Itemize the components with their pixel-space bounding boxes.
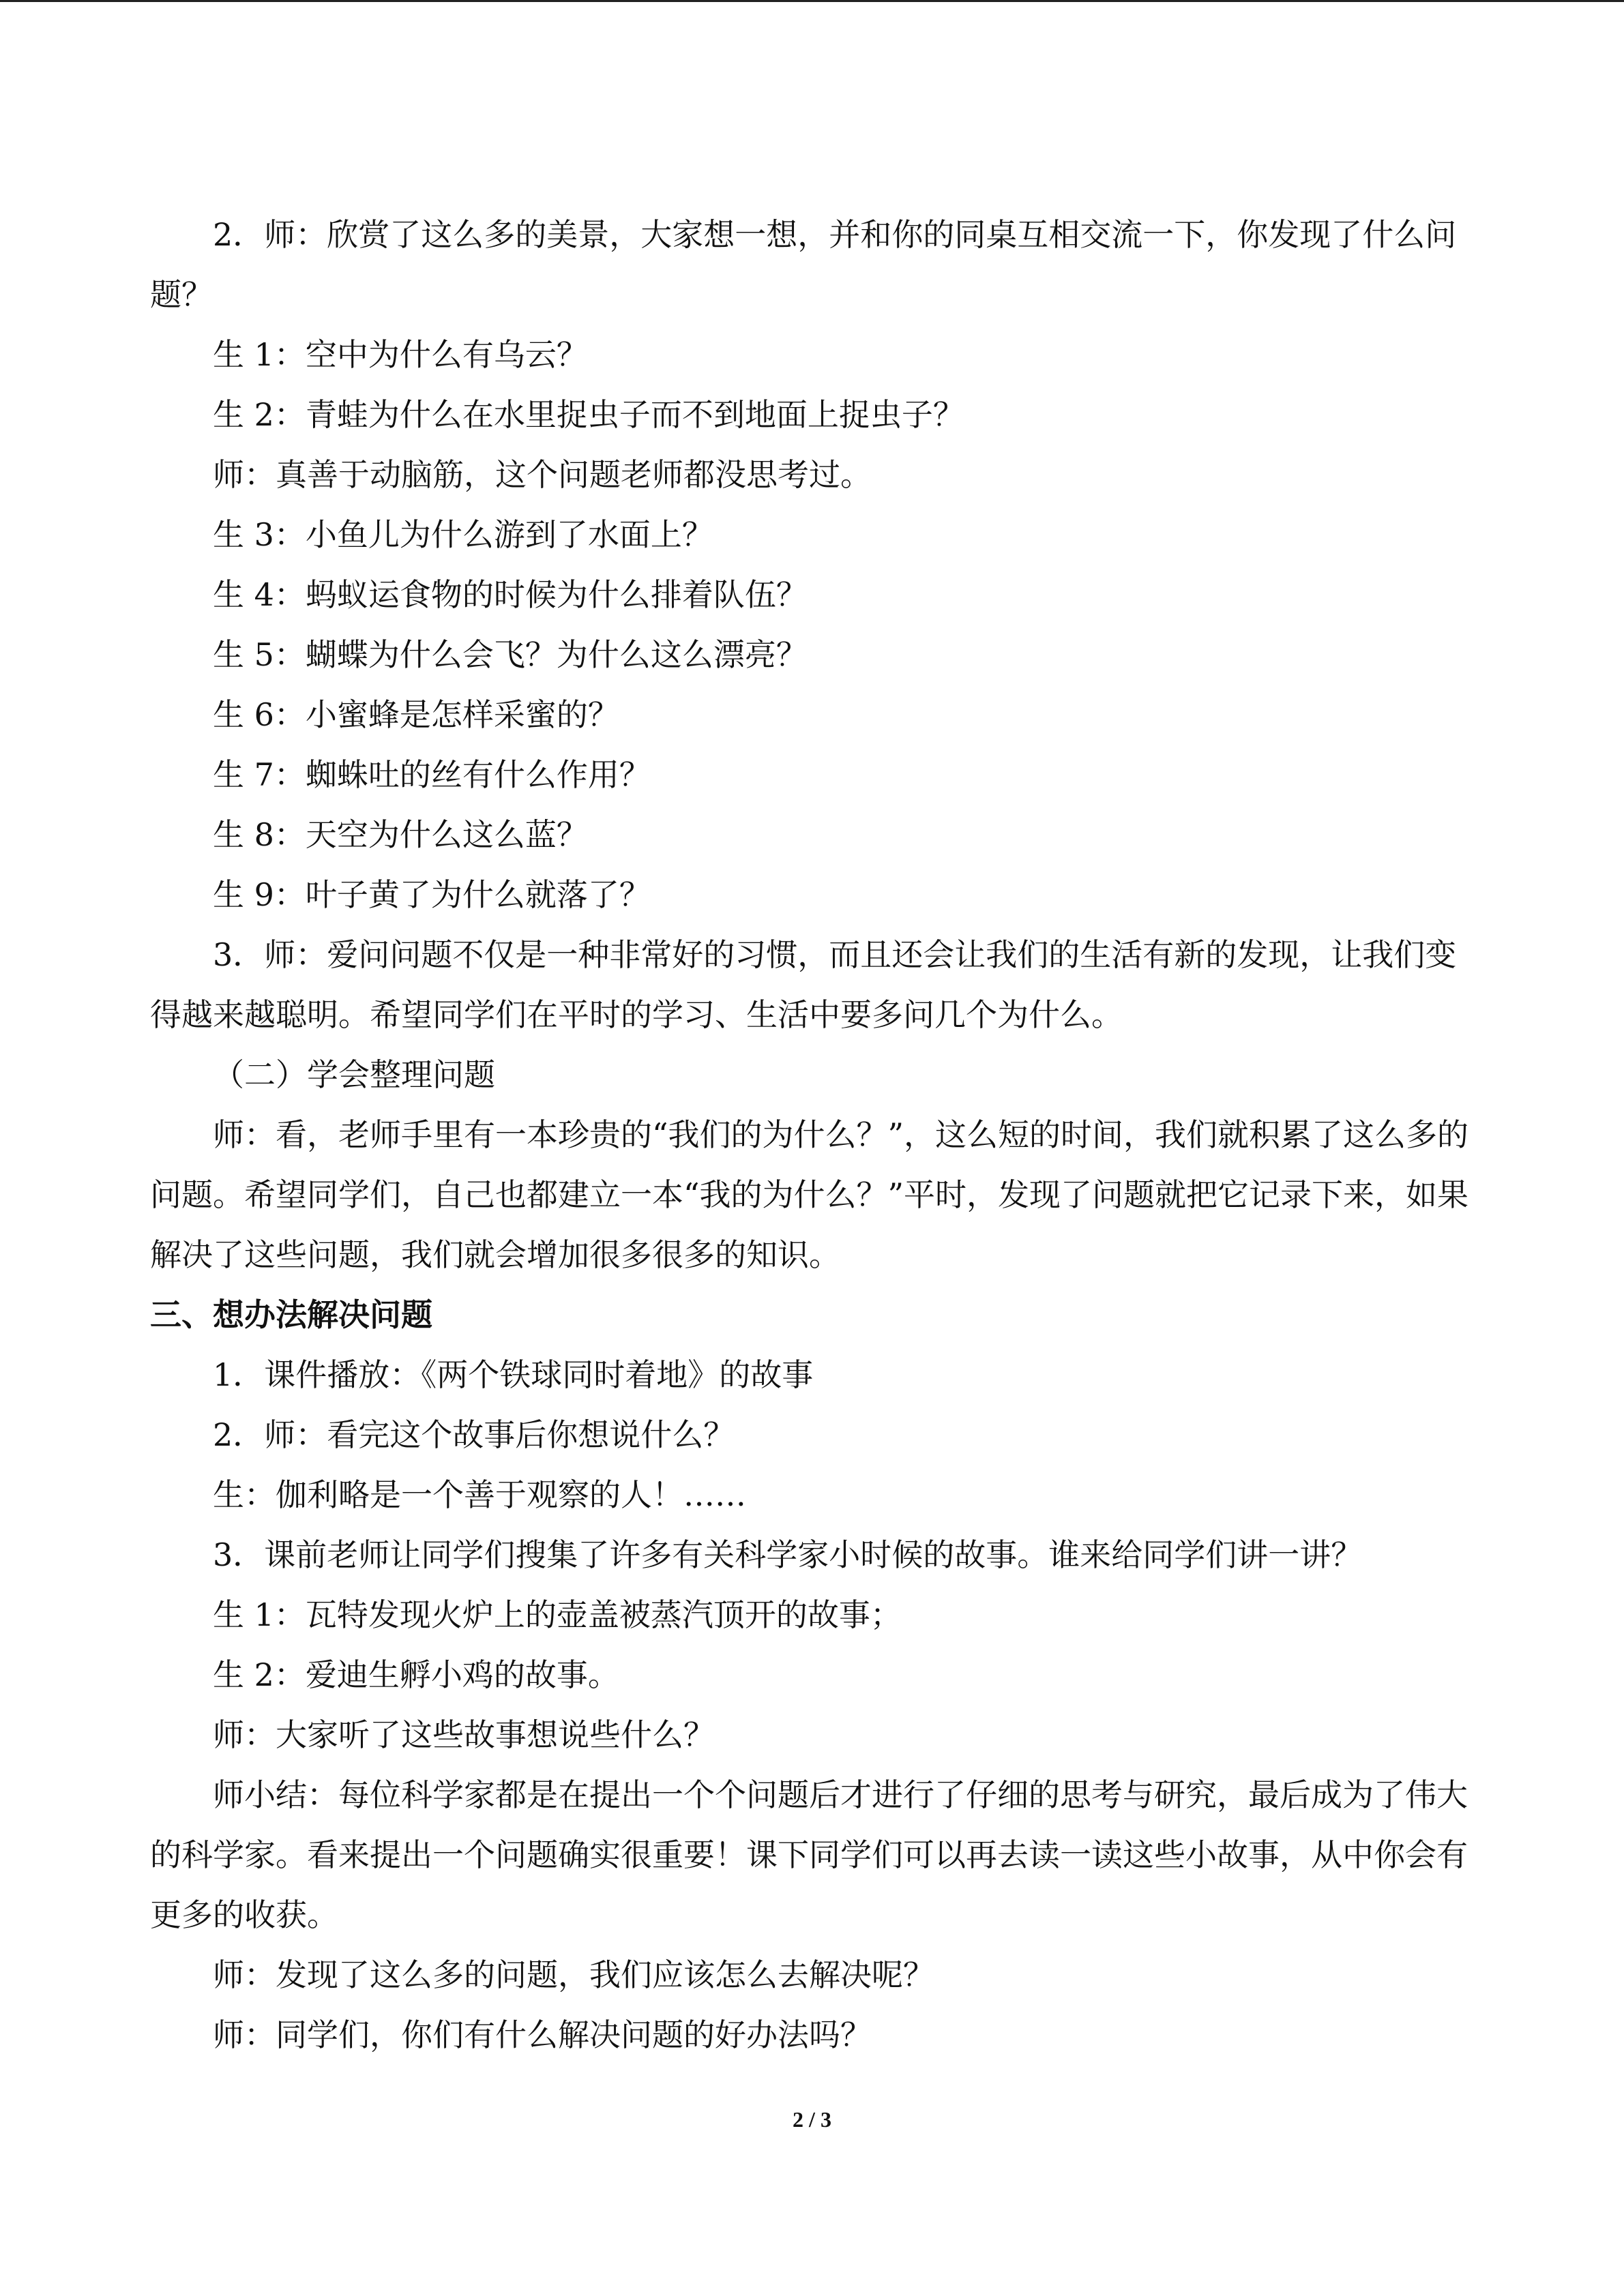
paragraph-6: 生 4：蚂蚁运食物的时候为什么排着队伍？	[213, 576, 808, 613]
paragraph-7: 生 5：蝴蝶为什么会飞？为什么这么漂亮？	[213, 636, 808, 673]
paragraph-23: 师小结：每位科学家都是在提出一个个问题后才进行了仔细的思考与研究，最后成为了伟大的科学家。看来提出一个问题确实很重要！课下同学们可以再去读一读这些小故事，从中你会有更多的收获。	[150, 1776, 1468, 1933]
page-number: 2 / 3	[793, 2107, 831, 2132]
paragraph-25: 师：同学们，你们有什么解决问题的好办法吗？	[213, 2016, 872, 2053]
document-body	[150, 205, 1473, 2065]
paragraph-4: 师：真善于动脑筋，这个问题老师都没思考过。	[213, 456, 872, 493]
paragraph-12: 3．师：爱问问题不仅是一种非常好的习惯，而且还会让我们的生活有新的发现，让我们变得越来越聪明。希望同学们在平时的学习、生活中要多问几个为什么。	[150, 936, 1457, 1033]
paragraph-21: 生 2：爱迪生孵小鸡的故事。	[213, 1656, 619, 1693]
paragraph-19: 3．课前老师让同学们搜集了许多有关科学家小时候的故事。谁来给同学们讲一讲？	[213, 1536, 1363, 1573]
paragraph-22: 师：大家听了这些故事想说些什么？	[213, 1716, 715, 1753]
paragraph-1: 2．师：欣赏了这么多的美景，大家想一想，并和你的同桌互相交流一下，你发现了什么问题？	[150, 216, 1457, 313]
section-heading: 三、想办法解决问题	[150, 1296, 432, 1333]
paragraph-18: 生：伽利略是一个善于观察的人！……	[213, 1476, 746, 1513]
paragraph-14: 师：看，老师手里有一本珍贵的“我们的为什么？”，这么短的时间，我们就积累了这么多的问题。希望同学们，自己也都建立一本“我的为什么？”平时，发现了问题就把它记录下来，如果解决了这些问题，我们就会增加很多很多的知识。	[150, 1116, 1469, 1273]
paragraph-3: 生 2：青蛙为什么在水里捉虫子而不到地面上捉虫子？	[213, 396, 964, 433]
paragraph-11: 生 9：叶子黄了为什么就落了？	[213, 876, 651, 913]
paragraph-8: 生 6：小蜜蜂是怎样采蜜的？	[213, 696, 619, 733]
paragraph-17: 2．师：看完这个故事后你想说什么？	[213, 1416, 735, 1453]
top-border-line	[0, 0, 1624, 2]
paragraph-9: 生 7：蜘蛛吐的丝有什么作用？	[213, 756, 651, 793]
paragraph-5: 生 3：小鱼儿为什么游到了水面上？	[213, 516, 713, 553]
paragraph-2: 生 1：空中为什么有乌云？	[213, 336, 588, 373]
paragraph-20: 生 1：瓦特发现火炉上的壶盖被蒸汽顶开的故事；	[213, 1596, 902, 1633]
paragraph-24: 师：发现了这么多的问题，我们应该怎么去解决呢？	[213, 1956, 934, 1993]
paragraph-16: 1．课件播放：《两个铁球同时着地》的故事	[213, 1356, 814, 1393]
paragraph-10: 生 8：天空为什么这么蓝？	[213, 816, 588, 853]
section-subheading: （二）学会整理问题	[213, 1056, 495, 1093]
